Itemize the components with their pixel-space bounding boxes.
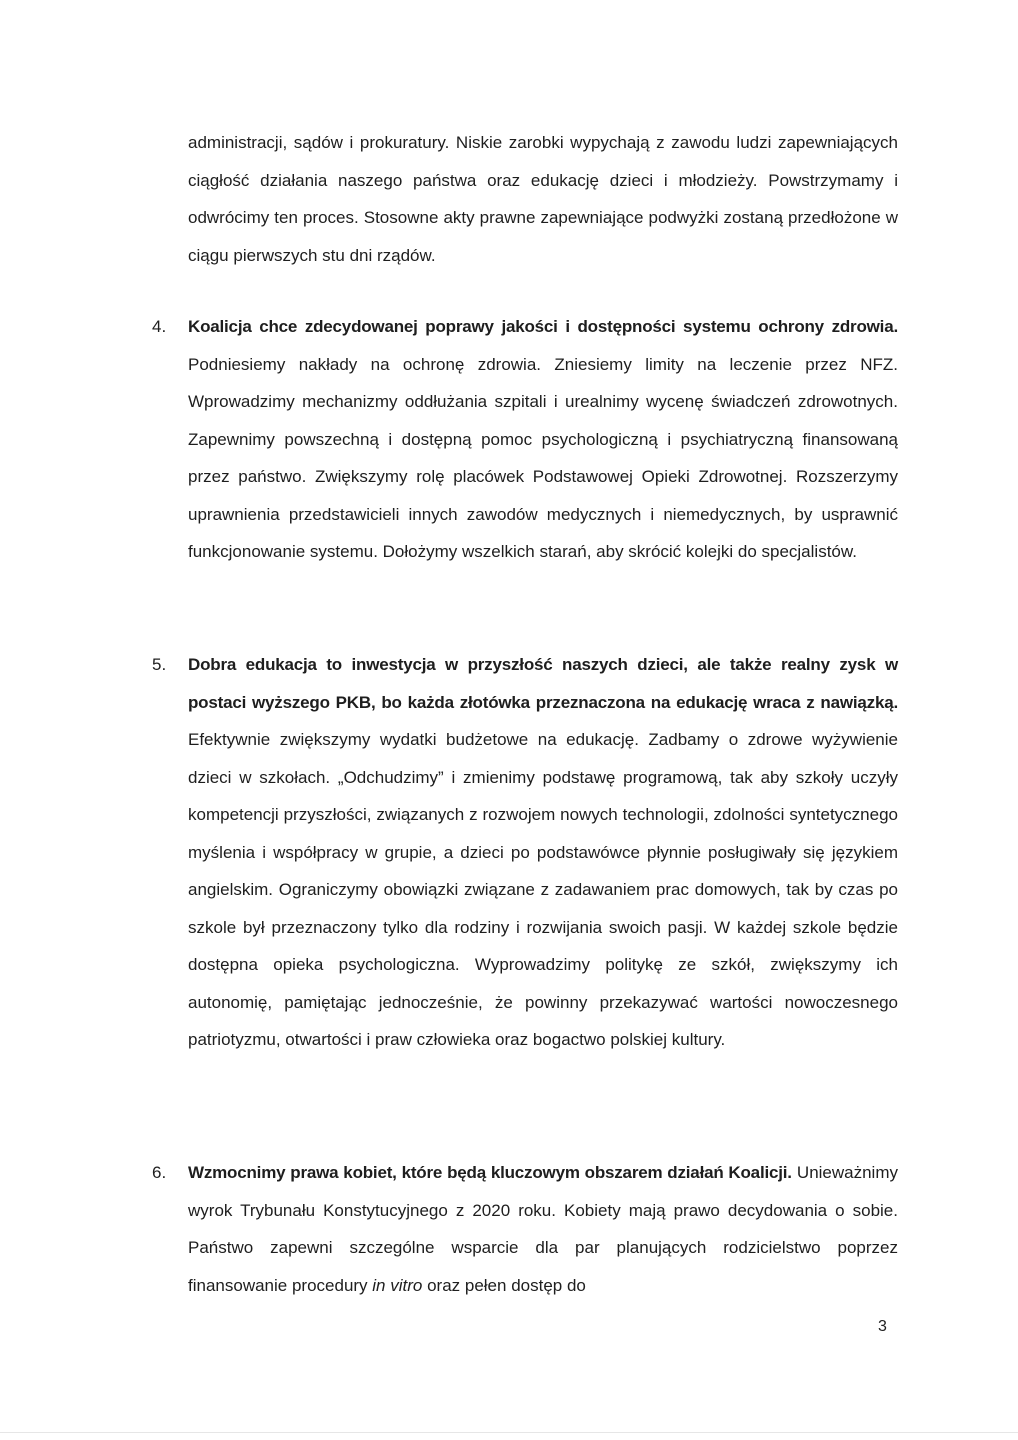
intro-text: administracji, sądów i prokuratury. Niskie zarobki wypychają z zawodu ludzi zapewniających ciągłość działania naszego państwa oraz edukację dzieci i młodzieży. Powstrzymamy i odwrócimy ten proces. Stosowne akty prawne zapewniające podwyżki zostaną przedłożone w ciągu pierwszych stu dni rządów. [188,133,898,265]
list-item-6 [152,1154,898,1304]
list-item-5 [152,646,898,1059]
item-number: 4. [152,317,167,336]
item-lead-text: Wzmocnimy prawa kobiet, które będą kluczowym obszarem działań Koalicji. [188,1163,792,1182]
item-number: 5. [152,655,167,674]
item-italic-text: in vitro [372,1275,423,1295]
page-number: 3 [878,1318,887,1335]
item-lead-text: Dobra edukacja to inwestycja w przyszłość naszych dzieci, ale także realny zysk w postaci wyższego PKB, bo każda złotówka przeznaczona na edukację wraca z nawiązką. [188,655,898,712]
item-number: 6. [152,1163,167,1182]
item-body-text: Efektywnie zwiększymy wydatki budżetowe na edukację. Zadbamy o zdrowe wyżywienie dzieci w szkołach. „Odchudzimy” i zmienimy podstawę programową, tak aby szkoły uczyły kompetencji przyszłości, związanych z rozwojem nowych technologii, zdolności syntetycznego myślenia i współpracy w grupie, a dzieci po podstawówce płynnie posługiwały się językiem angielskim. Ograniczymy obowiązki związane z zadawaniem prac domowych, tak by czas po szkole był przeznaczony tylko dla rodziny i rozwijania swoich pasji. W każdej szkole będzie dostępna opieka psychologiczna. Wyprowadzimy politykę ze szkół, zwiększymy ich autonomię, pamiętając jednocześnie, że powinny przekazywać wartości nowoczesnego patriotyzmu, otwartości i praw człowieka oraz bogactwo polskiej kultury. [188,730,898,1049]
item-body-text: Podniesiemy nakłady na ochronę zdrowia. Zniesiemy limity na leczenie przez NFZ. Wprowadzimy mechanizmy oddłużania szpitali i urealnimy wycenę świadczeń zdrowotnych. Zapewnimy powszechną i dostępną pomoc psychologiczną i psychiatryczną finansowaną przez państwo. Zwiększymy rolę placówek Podstawowej Opieki Zdrowotnej. Rozszerzymy uprawnienia przedstawicieli innych zawodów medycznych i niemedycznych, by usprawnić funkcjonowanie systemu. Dołożymy wszelkich starań, aby skrócić kolejki do specjalistów. [188,354,898,561]
item-lead-text: Koalicja chce zdecydowanej poprawy jakości i dostępności systemu ochrony zdrowia. [188,317,898,336]
bottom-divider [0,1432,1018,1433]
item-body-text-end: oraz pełen dostęp do [422,1275,586,1295]
intro-paragraph [188,124,898,274]
item-body-text: Unieważnimy wyrok Trybunału Konstytucyjnego z 2020 roku. Kobiety mają prawo decydowania o sobie. Państwo zapewni szczególne wsparcie dla par planujących rodzicielstwo poprzez finansowanie procedury [188,1163,898,1295]
list-item-4 [152,308,898,571]
